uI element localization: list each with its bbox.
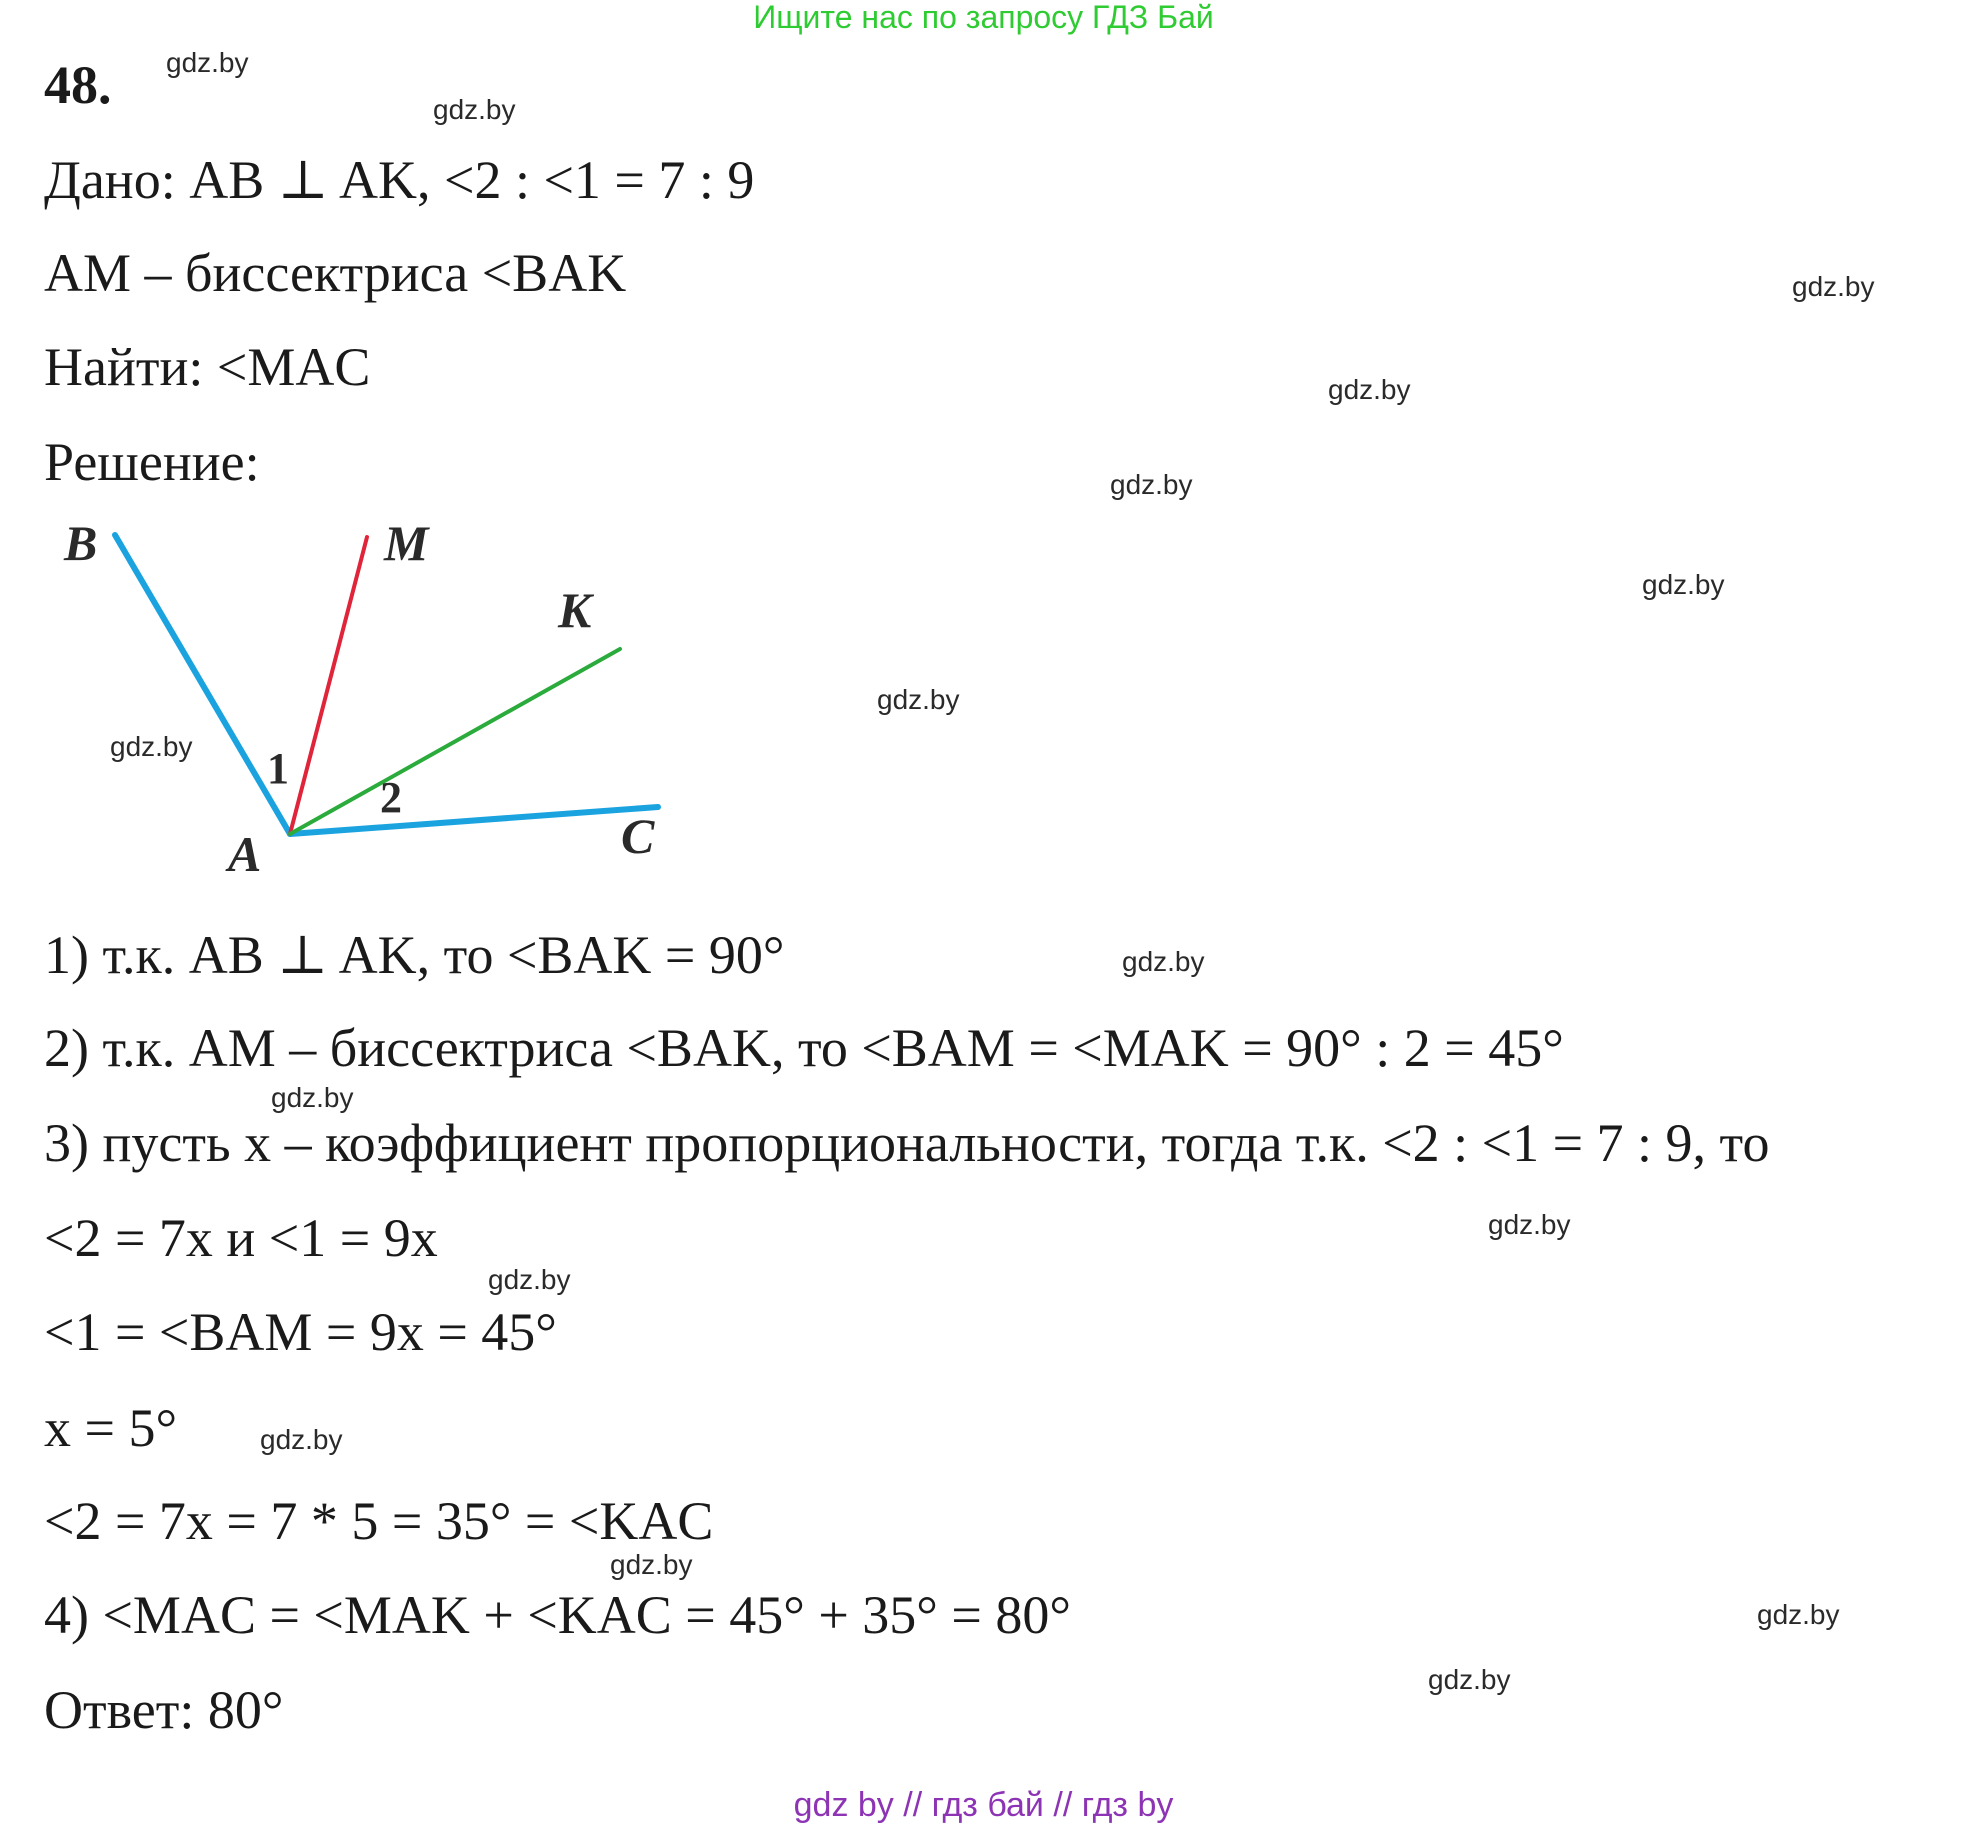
watermark: gdz.by xyxy=(271,1082,354,1113)
ray-ac xyxy=(290,807,658,834)
geometry-figure xyxy=(50,515,690,895)
watermark: gdz.by xyxy=(877,684,960,715)
footer-links: gdz by // гдз бай // гдз by xyxy=(793,1786,1174,1824)
find-line: Найти: <MAC xyxy=(44,337,371,397)
watermark: gdz.by xyxy=(1792,271,1875,302)
step-3e: <2 = 7x = 7 * 5 = 35° = <KAC xyxy=(44,1491,714,1551)
watermark: gdz.by xyxy=(1122,946,1205,977)
label-c: C xyxy=(621,808,655,864)
angle-1-label: 1 xyxy=(267,744,289,793)
ray-ab xyxy=(115,535,290,834)
watermark: gdz.by xyxy=(1110,469,1193,500)
ray-am xyxy=(290,537,367,834)
bisector-line: AM – биссектриса <BAK xyxy=(44,243,627,303)
watermark: gdz.by xyxy=(1428,1664,1511,1695)
given-line: Дано: AB ⊥ AK, <2 : <1 = 7 : 9 xyxy=(44,150,755,210)
step-2: 2) т.к. AM – биссектриса <BAK, то <BAM = <MAK = 90° : 2 = 45° xyxy=(44,1018,1564,1078)
label-b: B xyxy=(64,515,98,571)
top-banner: Ищите нас по запросу ГДЗ Бай xyxy=(753,0,1214,35)
label-m: M xyxy=(384,515,429,571)
watermark: gdz.by xyxy=(110,731,193,762)
step-1: 1) т.к. AB ⊥ AK, то <BAK = 90° xyxy=(44,925,785,985)
watermark: gdz.by xyxy=(1642,569,1725,600)
watermark: gdz.by xyxy=(1757,1599,1840,1630)
label-k: K xyxy=(558,582,592,638)
label-a: A xyxy=(228,826,262,882)
watermark: gdz.by xyxy=(260,1424,343,1455)
step-4: 4) <MAC = <MAK + <KAC = 45° + 35° = 80° xyxy=(44,1585,1071,1645)
watermark: gdz.by xyxy=(1488,1209,1571,1240)
watermark: gdz.by xyxy=(488,1264,571,1295)
step-3: 3) пусть x – коэффициент пропорциональности, тогда т.к. <2 : <1 = 7 : 9, то xyxy=(44,1113,1770,1173)
watermark: gdz.by xyxy=(610,1549,693,1580)
answer-line: Ответ: 80° xyxy=(44,1680,284,1740)
step-3c: <1 = <BAM = 9x = 45° xyxy=(44,1302,557,1362)
ray-ak xyxy=(290,649,620,834)
watermark: gdz.by xyxy=(166,47,249,78)
problem-number: 48. xyxy=(44,55,112,115)
watermark: gdz.by xyxy=(433,94,516,125)
watermark: gdz.by xyxy=(1328,374,1411,405)
solution-heading: Решение: xyxy=(44,432,260,492)
step-3b: <2 = 7x и <1 = 9x xyxy=(44,1208,438,1268)
angle-2-label: 2 xyxy=(380,773,402,822)
step-3d: x = 5° xyxy=(44,1398,178,1458)
